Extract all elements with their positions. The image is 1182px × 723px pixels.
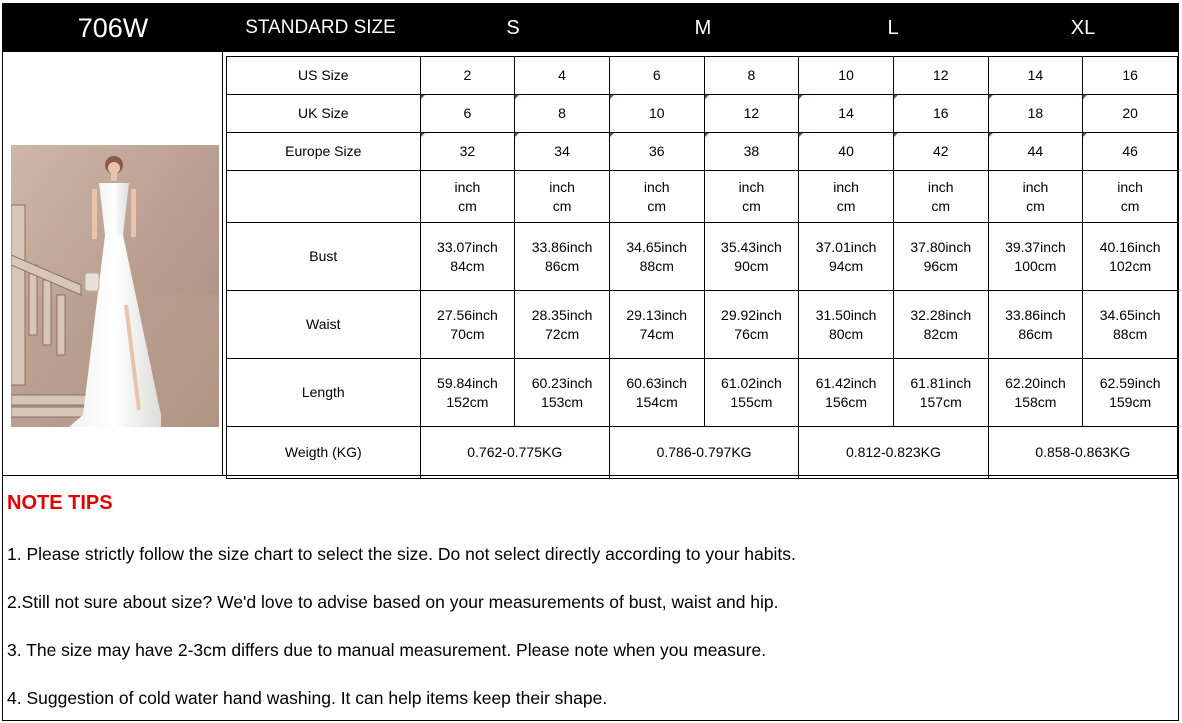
unit-cm: cm	[552, 197, 572, 214]
measure-cm: 100cm	[1014, 257, 1057, 274]
corner-mark	[421, 95, 425, 99]
measure-cm: 152cm	[446, 393, 489, 410]
measure-inch: 37.01inch	[815, 238, 877, 255]
measure-cm: 153cm	[541, 393, 584, 410]
measure-value	[799, 223, 894, 291]
size-value-text: 8	[747, 67, 756, 83]
size-row	[227, 57, 1178, 95]
size-value-text: 16	[1122, 67, 1138, 83]
measure-value	[609, 359, 704, 427]
column-divider	[222, 52, 223, 475]
row-label: Waist	[227, 291, 421, 359]
note-tips	[3, 475, 1178, 722]
size-row	[227, 133, 1178, 171]
measure-value	[515, 359, 610, 427]
size-value	[1083, 57, 1178, 95]
size-value	[515, 133, 610, 171]
row-label: UK Size	[227, 95, 421, 133]
unit-inch: inch	[927, 178, 954, 195]
measure-value	[799, 291, 894, 359]
measure-value	[893, 223, 988, 291]
unit-inch: inch	[738, 178, 765, 195]
measure-inch: 29.92inch	[721, 306, 782, 323]
corner-mark	[610, 95, 614, 99]
measure-inch: 34.65inch	[1099, 306, 1161, 323]
corner-mark	[610, 133, 614, 137]
size-value-text: 16	[932, 105, 949, 121]
size-header-m: M	[694, 16, 712, 39]
measure-inch: 35.43inch	[721, 238, 782, 255]
unit-cm: cm	[1120, 197, 1140, 214]
size-value-text: 44	[1027, 143, 1044, 159]
weight-value: 0.812-0.823KG	[799, 427, 988, 479]
corner-mark	[799, 133, 803, 137]
size-value-text: 32	[459, 143, 476, 159]
measure-value	[988, 359, 1083, 427]
corner-mark	[421, 133, 425, 137]
size-header-s: S	[506, 16, 520, 39]
unit-cell	[515, 171, 610, 223]
measure-inch: 61.42inch	[815, 374, 877, 391]
measure-cm: 76cm	[734, 325, 769, 342]
size-value	[1083, 133, 1178, 171]
corner-mark	[989, 133, 993, 137]
size-value	[420, 133, 515, 171]
size-value	[1083, 95, 1178, 133]
row-label: Weigth (KG)	[227, 427, 421, 479]
unit-cm: cm	[1026, 197, 1045, 214]
unit-cell	[1083, 171, 1178, 223]
measure-row	[227, 359, 1178, 427]
size-value-text: 46	[1122, 143, 1138, 159]
measure-cm: 90cm	[734, 257, 769, 274]
measure-value	[893, 359, 988, 427]
size-value-text: 20	[1122, 105, 1138, 121]
size-value-text: 4	[558, 67, 566, 83]
row-label: Length	[227, 359, 421, 427]
unit-inch: inch	[549, 178, 575, 195]
weight-value: 0.786-0.797KG	[609, 427, 798, 479]
unit-cell	[704, 171, 799, 223]
size-value	[893, 57, 988, 95]
measure-value	[1083, 359, 1178, 427]
size-header-l: L	[887, 16, 899, 39]
size-value-text: 8	[558, 105, 566, 121]
measure-cm: 88cm	[1113, 325, 1148, 342]
measure-inch: 27.56inch	[437, 306, 498, 323]
size-value	[609, 95, 704, 133]
measure-cm: 158cm	[1014, 393, 1057, 410]
size-value	[988, 133, 1083, 171]
measure-inch: 33.86inch	[531, 238, 593, 255]
corner-mark	[515, 95, 519, 99]
weight-row	[227, 427, 1178, 479]
size-row	[227, 95, 1178, 133]
measure-cm: 86cm	[1018, 325, 1053, 342]
measure-inch: 60.63inch	[626, 374, 688, 391]
size-value-text: 12	[932, 67, 949, 83]
size-value	[893, 133, 988, 171]
weight-value: 0.762-0.775KG	[420, 427, 609, 479]
row-label: Bust	[227, 223, 421, 291]
measure-cm: 86cm	[544, 257, 580, 274]
unit-row-label	[227, 171, 421, 223]
measure-cm: 82cm	[923, 325, 958, 342]
size-header-xl: XL	[1070, 16, 1096, 39]
standard-size-label: STANDARD SIZE	[245, 17, 396, 38]
unit-inch: inch	[454, 178, 481, 195]
measure-value	[704, 223, 799, 291]
measure-cm: 84cm	[450, 257, 485, 274]
size-value	[609, 133, 704, 171]
product-photo	[11, 145, 219, 427]
size-value	[799, 133, 894, 171]
size-value-text: 42	[932, 143, 949, 159]
corner-mark	[1083, 133, 1087, 137]
measure-value	[893, 291, 988, 359]
measure-value	[988, 291, 1083, 359]
measure-value	[609, 291, 704, 359]
corner-mark	[799, 95, 803, 99]
measure-inch: 39.37inch	[1005, 238, 1066, 255]
measure-inch: 29.13inch	[626, 306, 688, 323]
weight-value: 0.858-0.863KG	[988, 427, 1177, 479]
unit-cell	[420, 171, 515, 223]
size-value	[515, 57, 610, 95]
measure-cm: 156cm	[825, 393, 868, 410]
measure-value	[515, 291, 610, 359]
tip-4: 4. Suggestion of cold water hand washing. It can help items keep their shape.	[7, 688, 608, 708]
measure-inch: 62.20inch	[1005, 374, 1066, 391]
size-value	[704, 57, 799, 95]
size-value-text: 2	[463, 67, 472, 83]
product-code: 706W	[77, 12, 149, 43]
size-value-text: 34	[554, 143, 570, 159]
size-value-text: 6	[652, 67, 661, 83]
unit-cell	[893, 171, 988, 223]
row-label: US Size	[227, 57, 421, 95]
corner-mark	[894, 95, 898, 99]
size-chart	[2, 3, 1179, 721]
measure-inch: 40.16inch	[1099, 238, 1161, 255]
unit-row	[227, 171, 1178, 223]
unit-cell	[609, 171, 704, 223]
measure-value	[1083, 291, 1178, 359]
size-value-text: 18	[1027, 105, 1044, 121]
measure-cm: 94cm	[828, 257, 864, 274]
unit-cell	[988, 171, 1083, 223]
size-value-text: 10	[648, 105, 665, 121]
size-value	[704, 95, 799, 133]
unit-cm: cm	[836, 197, 856, 214]
measure-inch: 33.07inch	[437, 238, 498, 255]
size-value-text: 36	[648, 143, 665, 159]
size-value	[704, 133, 799, 171]
measure-inch: 61.81inch	[910, 374, 972, 391]
row-label: Europe Size	[227, 133, 421, 171]
unit-cm: cm	[931, 197, 951, 214]
measure-cm: 157cm	[919, 393, 962, 410]
measure-cm: 154cm	[635, 393, 678, 410]
size-value-text: 12	[743, 105, 760, 121]
measure-inch: 37.80inch	[910, 238, 972, 255]
corner-mark	[705, 95, 709, 99]
unit-cm: cm	[647, 197, 667, 214]
size-value	[799, 95, 894, 133]
measure-cm: 159cm	[1109, 393, 1152, 410]
measure-value	[420, 291, 515, 359]
measure-inch: 34.65inch	[626, 238, 688, 255]
unit-inch: inch	[1117, 178, 1143, 195]
measure-cm: 155cm	[730, 393, 773, 410]
measure-cm: 70cm	[450, 325, 485, 342]
measure-cm: 96cm	[923, 257, 958, 274]
unit-inch: inch	[643, 178, 670, 195]
size-value-text: 40	[838, 143, 854, 159]
corner-mark	[1083, 95, 1087, 99]
size-value	[799, 57, 894, 95]
size-value	[988, 57, 1083, 95]
measure-row	[227, 291, 1178, 359]
measure-inch: 59.84inch	[437, 374, 498, 391]
measure-cm: 102cm	[1109, 257, 1152, 274]
unit-inch: inch	[1022, 178, 1049, 195]
measure-value	[704, 291, 799, 359]
note-tips-title: NOTE TIPS	[7, 492, 113, 514]
measure-value	[1083, 223, 1178, 291]
measure-inch: 28.35inch	[531, 306, 593, 323]
measure-value	[988, 223, 1083, 291]
measure-value	[515, 223, 610, 291]
measure-cm: 80cm	[828, 325, 864, 342]
size-value	[988, 95, 1083, 133]
measure-value	[420, 223, 515, 291]
measure-value	[704, 359, 799, 427]
measure-cm: 88cm	[639, 257, 674, 274]
dress-model-image	[11, 145, 219, 427]
size-value	[893, 95, 988, 133]
unit-cell	[799, 171, 894, 223]
size-value-text: 10	[838, 67, 854, 83]
measure-inch: 62.59inch	[1099, 374, 1161, 391]
measure-row	[227, 223, 1178, 291]
size-value-text: 38	[743, 143, 760, 159]
corner-mark	[515, 133, 519, 137]
measure-value	[420, 359, 515, 427]
tip-3: 3. The size may have 2-3cm differs due to manual measurement. Please note when you measure.	[7, 640, 767, 660]
measure-inch: 32.28inch	[910, 306, 972, 323]
size-value-text: 14	[838, 105, 854, 121]
header-bar	[3, 4, 1178, 52]
measure-value	[609, 223, 704, 291]
measure-cm: 74cm	[639, 325, 674, 342]
measure-cm: 72cm	[544, 325, 580, 342]
unit-cm: cm	[742, 197, 761, 214]
size-value	[420, 95, 515, 133]
size-value-text: 6	[463, 105, 472, 121]
measure-value	[799, 359, 894, 427]
measure-inch: 60.23inch	[531, 374, 593, 391]
measure-inch: 61.02inch	[721, 374, 782, 391]
corner-mark	[705, 133, 709, 137]
corner-mark	[989, 95, 993, 99]
size-value	[420, 57, 515, 95]
measure-inch: 33.86inch	[1005, 306, 1066, 323]
unit-cm: cm	[458, 197, 477, 214]
size-table	[226, 56, 1178, 479]
tip-2: 2.Still not sure about size? We'd love to advise based on your measurements of bust, waist and hip.	[7, 592, 779, 612]
size-value-text: 14	[1027, 67, 1044, 83]
corner-mark	[894, 133, 898, 137]
measure-inch: 31.50inch	[815, 306, 877, 323]
unit-inch: inch	[833, 178, 859, 195]
size-value	[609, 57, 704, 95]
size-value	[515, 95, 610, 133]
tip-1: 1. Please strictly follow the size chart to select the size. Do not select directly according to your habits.	[7, 544, 796, 564]
